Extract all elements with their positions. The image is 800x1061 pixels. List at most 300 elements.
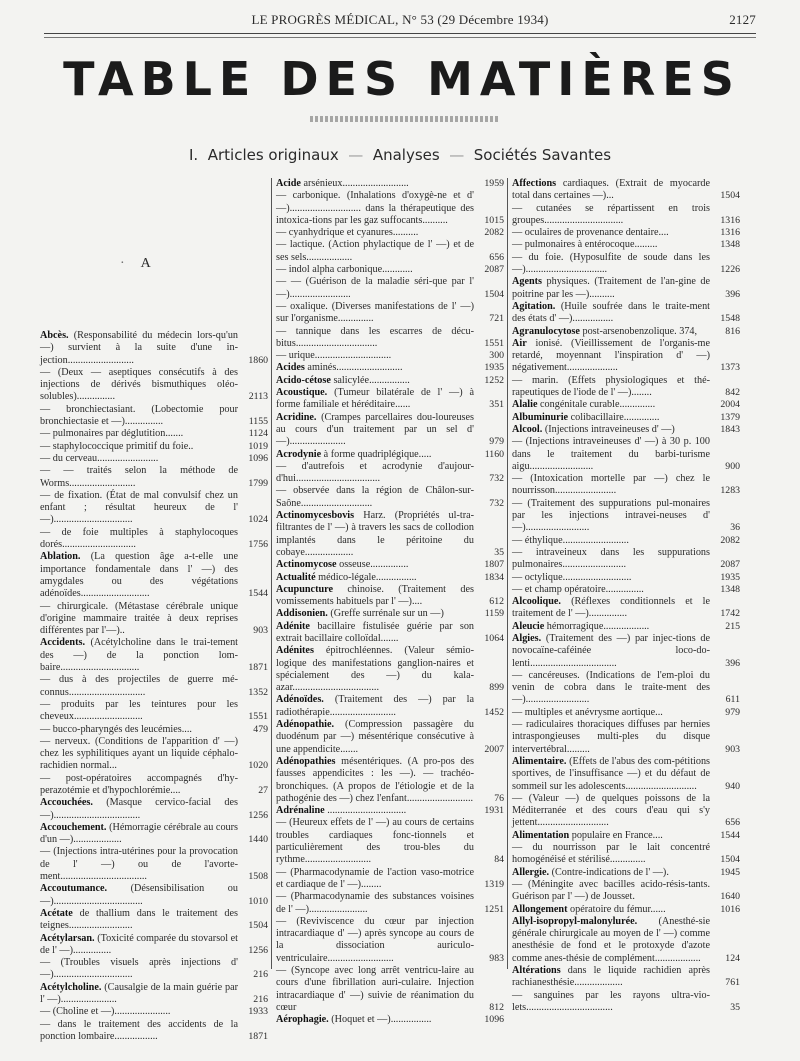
index-entry	[40, 908, 268, 933]
entry-description: — — traités selon la méthode de Worms..........................	[40, 465, 238, 489]
entry-text	[40, 773, 238, 798]
entry-description: hémorragique..................	[546, 620, 650, 632]
entry-text	[276, 190, 474, 227]
entry-page-number: 979	[489, 436, 504, 448]
entry-description: (Réflexes conditionnels et le traitement de l' —)...............	[512, 596, 711, 620]
entry-page-number: 1548	[720, 313, 740, 325]
entry-page-number: 1348	[720, 239, 740, 251]
entry-page-number: 2007	[484, 743, 504, 755]
entry-page-number: 2004	[720, 399, 740, 411]
entry-description: ionisé. (Vieillissement de l'organis-me retardé, moyennant l'inspiration d' —) négativement....................	[512, 337, 710, 374]
entry-page-number: 1010	[248, 895, 268, 907]
entry-text	[276, 805, 474, 817]
entry-description: — bucco-pharyngés des leucémies....	[40, 723, 192, 735]
entry-page-number: 1348	[720, 583, 740, 595]
entry-text	[40, 957, 238, 982]
index-entry	[40, 330, 268, 367]
entry-text	[512, 842, 710, 867]
entry-description: — éthylique..........................	[512, 534, 629, 546]
entry-text	[276, 584, 474, 609]
entry-text	[512, 596, 710, 621]
entry-page-number: 1544	[720, 829, 740, 841]
entry-page-number: 1251	[484, 903, 504, 915]
entry-description: — (Traitement des suppurations pul-monaires par les injections intravei-neuses d' —).........................	[512, 497, 710, 534]
entry-page-number: 721	[489, 313, 504, 325]
entry-page-number: 27	[258, 784, 268, 796]
entry-text	[512, 535, 710, 547]
entry-description: (Toxicité comparée du stovarsol et de l' —)...............	[40, 932, 239, 956]
entry-text	[40, 908, 238, 933]
entry-page-number: 2082	[720, 534, 740, 546]
index-entry	[512, 276, 740, 301]
section-title-articles: Articles originaux	[207, 146, 339, 164]
entry-description: (Désensibilisation ou —)...................................	[40, 883, 238, 907]
entry-text	[40, 724, 238, 736]
entry-description: (Tumeur bilatérale de l' —) à forme familiale et héréditaire......	[276, 387, 475, 411]
entry-description: populaire en France....	[571, 829, 663, 841]
entry-description: (Effets de l'abus des com-pétitions sportives, de l'insuffisance —) et du défaut de sommeil sur les adolescents............................	[512, 755, 711, 792]
index-entry	[276, 621, 504, 646]
index-entry	[276, 805, 504, 817]
entry-headword: Algies.	[512, 632, 542, 644]
entry-text	[276, 350, 474, 362]
entry-page-number: 1379	[720, 411, 740, 423]
index-entry	[512, 473, 740, 498]
index-entry	[40, 846, 268, 883]
entry-description: (Hémorragie cérébrale au cours d'un —)...................	[40, 821, 239, 846]
entry-description: — de fixation. (État de mal convulsif chez un enfant ; résultat heureux de l' —)...............................	[40, 489, 238, 526]
index-entry	[512, 436, 740, 473]
index-entry	[512, 719, 740, 756]
index-entry	[276, 608, 504, 620]
entry-text	[40, 736, 238, 773]
entry-text	[512, 203, 710, 228]
main-title: TABLE DES MATIÈRES	[63, 52, 741, 106]
entry-page-number: 812	[489, 1001, 504, 1013]
index-entry	[276, 178, 504, 190]
entry-text	[276, 867, 474, 892]
index-entry	[40, 601, 268, 638]
entry-description: bacillaire fistulisée guérie par son extrait bacillaire colloïdal.......	[276, 620, 475, 644]
entry-page-number: 900	[725, 460, 740, 472]
index-entry	[512, 227, 740, 239]
entry-headword: Acido-cétose	[276, 374, 331, 386]
entry-description: de thallium dans le traitement des teignes.........................	[40, 907, 239, 932]
entry-page-number: 2113	[248, 391, 268, 403]
entry-page-number: 1352	[248, 686, 268, 698]
entry-text	[276, 301, 474, 326]
header-rule-thin	[44, 37, 756, 38]
index-entry	[40, 527, 268, 552]
entry-text	[40, 453, 238, 465]
index-entry	[512, 203, 740, 228]
entry-page-number: 1959	[484, 178, 504, 189]
entry-text	[276, 264, 474, 276]
entry-page-number: 479	[253, 723, 268, 735]
entry-description: — radiculaires thoraciques diffuses par hernies intraspongieuses multi-ples du disque intervertébral.........	[512, 719, 710, 755]
column-divider	[507, 178, 508, 969]
entry-description: (La question âge a-t-elle une importance fondamentale dans l' —) des amygdales ou des végétations adénoïdes...........................	[40, 551, 238, 600]
entry-description: — dus à des projectiles de guerre mé-connus..............................	[40, 674, 238, 698]
entry-description: — urique..............................	[276, 350, 392, 362]
entry-page-number: 1440	[248, 834, 268, 846]
entry-headword: Allongement	[512, 903, 568, 915]
entry-text	[276, 326, 474, 351]
entry-page-number: 1544	[248, 588, 268, 600]
entry-page-number: 732	[489, 473, 504, 485]
entry-text	[512, 547, 710, 572]
entry-description: arsénieux..........................	[303, 178, 409, 189]
entry-page-number: 1096	[484, 1014, 504, 1026]
index-entry	[276, 227, 504, 239]
index-entry	[40, 367, 268, 404]
entry-headword: Acrodynie	[276, 448, 322, 460]
entry-description: — intraveineux dans les suppurations pulmonaires.........................	[512, 546, 710, 571]
entry-description: — du cerveau........................	[40, 452, 159, 464]
index-entry	[276, 239, 504, 264]
entry-text	[40, 637, 238, 674]
entry-text	[276, 375, 474, 387]
index-entry	[276, 362, 504, 374]
index-entry	[276, 756, 504, 805]
entry-description: à forme quadriplégique.....	[323, 448, 432, 460]
index-entry	[40, 957, 268, 982]
entry-page-number: 1504	[248, 920, 268, 932]
entry-page-number: 396	[725, 288, 740, 300]
entry-text	[512, 227, 710, 239]
entry-headword: Addisonien.	[276, 608, 328, 620]
index-entry	[276, 719, 504, 756]
entry-text	[276, 461, 474, 486]
entry-description: — d'autrefois et acrodynie d'aujour-d'hui.................................	[276, 460, 474, 485]
entry-headword: Allergie.	[512, 866, 550, 878]
entry-description: — du foie. (Hyposulfite de soude dans les —)................................	[512, 251, 710, 276]
index-entry	[40, 699, 268, 724]
entry-description: — (Choline et —)......................	[40, 1006, 171, 1018]
entry-description: (Anesthé-sie générale chirurgicale au moyen de l' —) comme anesthésie de fond et le protoxyde d'azote comme anes-thésie de complément..................	[512, 915, 710, 964]
index-entry	[40, 551, 268, 600]
entry-text	[512, 621, 710, 633]
entry-description: (Causalgie de la main guérie par l' —)......................	[40, 981, 238, 1006]
entry-page-number: 1640	[720, 891, 740, 903]
entry-page-number: 36	[730, 522, 740, 534]
index-entry	[512, 424, 740, 436]
index-entry	[512, 990, 740, 1015]
entry-headword: Aleucie	[512, 620, 545, 632]
entry-page-number: 612	[489, 596, 504, 608]
entry-headword: Adénite	[276, 620, 310, 632]
entry-text	[512, 830, 710, 842]
entry-text	[512, 633, 710, 670]
entry-text	[276, 645, 474, 694]
entry-text	[276, 178, 474, 190]
entry-text	[276, 412, 474, 449]
index-column-1	[40, 330, 268, 1043]
entry-headword: Acridine.	[276, 411, 317, 423]
index-entry	[512, 633, 740, 670]
entry-text	[40, 846, 238, 883]
entry-description: (Traitement des —) par la radiothérapie..........................	[276, 694, 474, 718]
index-entry	[276, 1014, 504, 1026]
entry-description: (Injections intraveineuses d' —)	[544, 423, 675, 435]
index-entry	[512, 879, 740, 904]
entry-page-number: 215	[725, 620, 740, 632]
entry-page-number: 2087	[720, 559, 740, 571]
entry-page-number: 1155	[248, 416, 268, 428]
entry-page-number: 1020	[248, 760, 268, 772]
entry-description: — octylique...........................	[512, 571, 632, 583]
entry-page-number: 300	[489, 350, 504, 362]
entry-headword: Actinomycose	[276, 559, 337, 571]
entry-page-number: 1871	[248, 1030, 268, 1042]
entry-headword: Alcool.	[512, 423, 543, 435]
entry-headword: Abcès.	[40, 330, 69, 341]
index-entry	[512, 707, 740, 719]
entry-headword: Alimentation	[512, 829, 570, 841]
entry-page-number: 979	[725, 706, 740, 718]
entry-page-number: 1504	[484, 288, 504, 300]
entry-page-number: 842	[725, 387, 740, 399]
entry-headword: Acétylarsan.	[40, 932, 95, 944]
index-entry	[40, 933, 268, 958]
entry-page-number: 1834	[484, 571, 504, 583]
entry-text	[276, 559, 474, 571]
index-entry	[276, 867, 504, 892]
entry-text	[276, 276, 474, 301]
entry-description: dans le liquide rachidien après rachianesthésie...................	[512, 965, 710, 989]
index-entry	[276, 645, 504, 694]
index-entry	[276, 817, 504, 866]
index-entry	[40, 637, 268, 674]
entry-headword: Ablation.	[40, 551, 81, 563]
index-entry	[40, 674, 268, 699]
index-entry	[276, 276, 504, 301]
index-entry	[40, 773, 268, 798]
index-entry	[512, 535, 740, 547]
entry-text	[40, 1019, 238, 1044]
entry-description: colibacillaire..............	[570, 411, 660, 423]
entry-headword: Alalie	[512, 399, 538, 411]
index-entry	[276, 449, 504, 461]
entry-page-number: 761	[725, 977, 740, 989]
entry-description: — cutanées se répartissent en trois groupes...............................	[512, 202, 710, 226]
entry-page-number: 656	[489, 251, 504, 263]
entry-description: épitrochléennes. (Valeur sémio-logique des manifestations ganglion-naires et spécialement des —) du kala-azar..................................	[276, 645, 474, 694]
index-entry	[276, 916, 504, 965]
entry-description: (Acétylcholine dans le trai-tement des —) de la ponction lom-baire...............................	[40, 637, 238, 674]
index-entry	[40, 1019, 268, 1044]
entry-description: — pulmonaires à entérocoque.........	[512, 239, 658, 251]
entry-description: — (Pharmacodynamie de l'action vaso-motrice et cardiaque de l' —)........	[276, 866, 474, 890]
index-entry	[512, 965, 740, 990]
entry-description: — post-opératoires accompagnés d'hy-perazotémie et d'hypochlorémie....	[40, 772, 238, 796]
entry-description: — nerveux. (Conditions de l'apparition d' —) chez les syphilitiques ayant un liquide céphalo-rachidien normal...	[40, 735, 238, 772]
entry-text	[40, 883, 238, 908]
entry-page-number: 1504	[720, 190, 740, 202]
index-entry	[40, 883, 268, 908]
index-entry	[276, 264, 504, 276]
entry-text	[40, 465, 238, 490]
index-entry	[512, 842, 740, 867]
entry-description: post-arsenobenzolique. 374,	[582, 325, 698, 337]
entry-page-number: 1096	[248, 452, 268, 464]
index-entry	[40, 1006, 268, 1018]
entry-description: médico-légale................	[318, 571, 417, 583]
index-entry	[512, 621, 740, 633]
entry-text	[276, 621, 474, 646]
entry-description: — dans le traitement des accidents de la ponction lombaire.................	[40, 1018, 238, 1042]
entry-description: (Compression passagère du duodénum par —) mésentérique consécutive à une appendicite.......	[276, 719, 475, 755]
entry-page-number: 732	[489, 497, 504, 509]
entry-description: chinoise. (Traitement des vomissements habituels par l' —)....	[276, 583, 474, 608]
entry-page-number: 1064	[484, 632, 504, 644]
entry-description: — chirurgicale. (Métastase cérébrale unique d'origine mammaire traitée à deux reprises différentes par l'—)..	[40, 600, 238, 637]
section-dash: —	[449, 146, 465, 164]
entry-text	[512, 412, 710, 424]
entry-page-number: 1226	[720, 264, 740, 276]
index-entry	[40, 441, 268, 453]
entry-page-number: 1373	[720, 362, 740, 374]
entry-text	[276, 916, 474, 965]
entry-headword: Acupuncture	[276, 583, 333, 595]
entry-text	[512, 498, 710, 535]
index-entry	[40, 724, 268, 736]
entry-description: — indol alpha carbonique............	[276, 264, 413, 276]
entry-headword: Allyl-isopropyl-malonylurée.	[512, 915, 638, 927]
entry-page-number: 1799	[248, 477, 268, 489]
index-entry	[276, 387, 504, 412]
index-entry	[40, 404, 268, 429]
index-entry	[512, 338, 740, 375]
entry-page-number: 1935	[720, 571, 740, 583]
index-entry	[512, 252, 740, 277]
index-entry	[276, 375, 504, 387]
letter-a: A	[140, 256, 151, 271]
entry-headword: Adrénaline	[276, 805, 325, 817]
entry-text	[40, 551, 238, 600]
entry-description: (Responsabilité du médecin lors-qu'un —) survient à la suite d'une in-jection..........................	[40, 330, 239, 366]
entry-text	[512, 436, 710, 473]
entry-page-number: 1159	[484, 608, 504, 620]
entry-page-number: 903	[253, 625, 268, 637]
entry-description: — sanguines par les rayons ultra-vio-lets..................................	[512, 989, 710, 1013]
entry-page-number: 1807	[484, 559, 504, 571]
entry-page-number: 2087	[484, 264, 504, 276]
entry-description: — tannique dans les escarres de décu-bitus................................	[276, 325, 474, 349]
bullet-dot: ·	[120, 256, 125, 271]
entry-page-number: 216	[253, 969, 268, 981]
entry-text	[276, 485, 474, 510]
section-title	[50, 146, 750, 164]
entry-text	[276, 1014, 474, 1026]
entry-headword: Acoustique.	[276, 387, 328, 399]
entry-page-number: 1843	[720, 423, 740, 435]
entry-description: — et champ opératoire...............	[512, 583, 644, 595]
entry-text	[276, 719, 474, 756]
entry-headword: Adénopathie.	[276, 719, 335, 731]
entry-description: — lactique. (Action phylactique de l' —) et de ses sels..................	[276, 239, 474, 263]
entry-description: opératoire du fémur......	[570, 903, 666, 915]
index-entry	[512, 572, 740, 584]
index-entry	[512, 301, 740, 326]
entry-description: — carbonique. (Inhalations d'oxygè-ne et d' —)............................ dans la thérapeutique des intoxica-tions par les gaz suffocants..........	[276, 190, 474, 226]
index-entry	[40, 797, 268, 822]
index-entry	[512, 375, 740, 400]
entry-headword: Actinomycesbovis	[276, 510, 355, 522]
entry-text	[512, 756, 710, 793]
letter-heading	[120, 256, 151, 272]
ornament-divider	[310, 116, 500, 122]
entry-text	[512, 879, 710, 904]
entry-description: — (Pharmacodynamie des substances voisines de l' —).......................	[276, 891, 474, 915]
entry-headword: Accouchées.	[40, 797, 93, 809]
entry-headword: Altérations	[512, 965, 561, 976]
entry-description: (Huile soufrée dans le traite-ment des états d' —)................	[512, 300, 710, 325]
entry-text	[512, 252, 710, 277]
entry-description: — (Intoxication mortelle par —) chez le nourrisson........................	[512, 473, 710, 497]
entry-page-number: 76	[494, 792, 504, 804]
index-entry	[512, 412, 740, 424]
entry-page-number: 1742	[720, 608, 740, 620]
entry-headword: Aérophagie.	[276, 1014, 329, 1026]
entry-description: — du nourrisson par le lait concentré homogénéisé et stérilisé..............	[512, 842, 710, 866]
entry-text	[512, 572, 710, 584]
index-entry	[40, 428, 268, 440]
index-column-3	[512, 178, 740, 1014]
entry-description: mésentériques. (A pro-pos des fausses appendicites : les —). — trachéo-bronchiques. (A propos de l'étiologie et de la pathogénie des —) chez l'enfant..........................	[276, 755, 475, 804]
running-header	[44, 12, 756, 28]
entry-text	[40, 330, 238, 367]
entry-text	[40, 428, 238, 440]
index-entry	[276, 510, 504, 559]
entry-text	[512, 301, 710, 326]
entry-description: — cancéreuses. (Indications de l'em-ploi du venin de cobra dans le traite-ment des —).........................	[512, 669, 710, 706]
entry-page-number: 1504	[720, 854, 740, 866]
entry-text	[40, 527, 238, 552]
entry-text	[512, 990, 710, 1015]
entry-description: — oculaires de provenance dentaire....	[512, 227, 669, 239]
entry-text	[512, 584, 710, 596]
entry-text	[276, 694, 474, 719]
entry-headword: Acétylcholine.	[40, 981, 102, 993]
column-divider	[271, 178, 272, 969]
entry-headword: Adénoïdes.	[276, 694, 324, 706]
entry-page-number: 1756	[248, 539, 268, 551]
entry-page-number: 983	[489, 952, 504, 964]
entry-description: (Masque cervico-facial des —)..................................	[40, 797, 238, 821]
entry-description: — (Injections intraveineuses d' —) à 30 p. 100 dans le traitement du barbi-turisme aigu.........................	[512, 436, 710, 472]
entry-page-number: 351	[489, 399, 504, 411]
index-entry	[512, 596, 740, 621]
index-entry	[276, 559, 504, 571]
entry-page-number: 1551	[484, 337, 504, 349]
entry-description: — (Valeur —) de quelques poissons de la Méditerranée et des cours d'eau qui s'y jettent............................	[512, 792, 710, 829]
entry-headword: Agitation.	[512, 300, 556, 312]
entry-description: — de foie multiples à staphylocoques dorés.............................	[40, 526, 238, 551]
index-entry	[40, 490, 268, 527]
index-column-2	[276, 178, 504, 1026]
entry-text	[512, 239, 710, 251]
entry-description: — cyanhydrique et cyanures..........	[276, 227, 419, 239]
entry-headword: Adénites	[276, 645, 314, 657]
entry-headword: Acide	[276, 178, 301, 189]
entry-description: osseuse...............	[339, 559, 409, 571]
entry-page-number: 1871	[248, 662, 268, 674]
index-entry	[276, 190, 504, 227]
entry-text	[512, 707, 710, 719]
entry-page-number: 940	[725, 780, 740, 792]
page-number: 2127	[729, 12, 756, 27]
